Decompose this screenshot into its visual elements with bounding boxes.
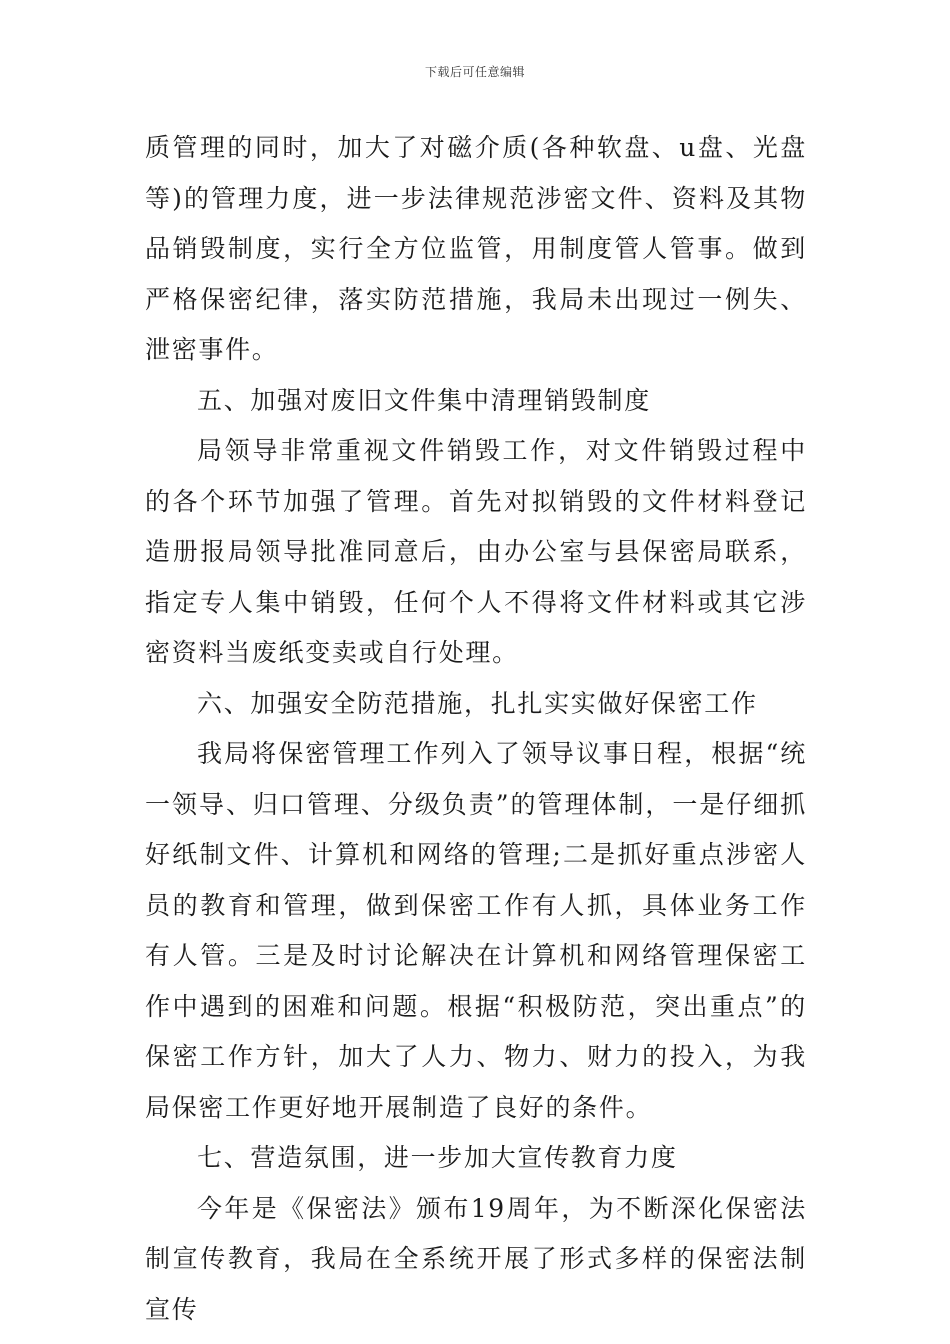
paragraph-security-measures: 我局将保密管理工作列入了领导议事日程，根据“统一领导、归口管理、分级负责”的管理体制，一是仔细抓好纸制文件、计算机和网络的管理;二是抓好重点涉密人员的教育和管理，做到保密工作有人抓，具体业务工作有人管。三是及时讨论解决在计算机和网络管理保密工作中遇到的困难和问题。根据“积极防范，突出重点”的保密工作方针，加大了人力、物力、财力的投入，为我局保密工作更好地开展制造了良好的条件。 [145,739,807,1122]
page-header-watermark: 下载后可任意编辑 [424,65,525,79]
document-body [145,123,807,1335]
paragraph-continuation: 质管理的同时，加大了对磁介质(各种软盘、u盘、光盘等)的管理力度，进一步法律规范涉密文件、资料及其物品销毁制度，实行全方位监管，用制度管人管事。做到严格保密纪律，落实防范措施，我局未出现过一例失、泄密事件。 [145,133,807,364]
section-heading-seven: 七、营造氛围，进一步加大宣传教育力度 [197,1143,678,1172]
paragraph-publicity-education: 今年是《保密法》颁布19周年，为不断深化保密法制宣传教育，我局在全系统开展了形式多样的保密法制宣传 [145,1193,807,1324]
section-heading-six: 六、加强安全防范措施，扎扎实实做好保密工作 [197,688,758,718]
paragraph-file-destruction: 局领导非常重视文件销毁工作，对文件销毁过程中的各个环节加强了管理。首先对拟销毁的文件材料登记造册报局领导批准同意后，由办公室与县保密局联系，指定专人集中销毁，任何个人不得将文件材料或其它涉密资料当废纸变卖或自行处理。 [145,436,807,667]
section-heading-five: 五、加强对废旧文件集中清理销毁制度 [197,385,651,415]
